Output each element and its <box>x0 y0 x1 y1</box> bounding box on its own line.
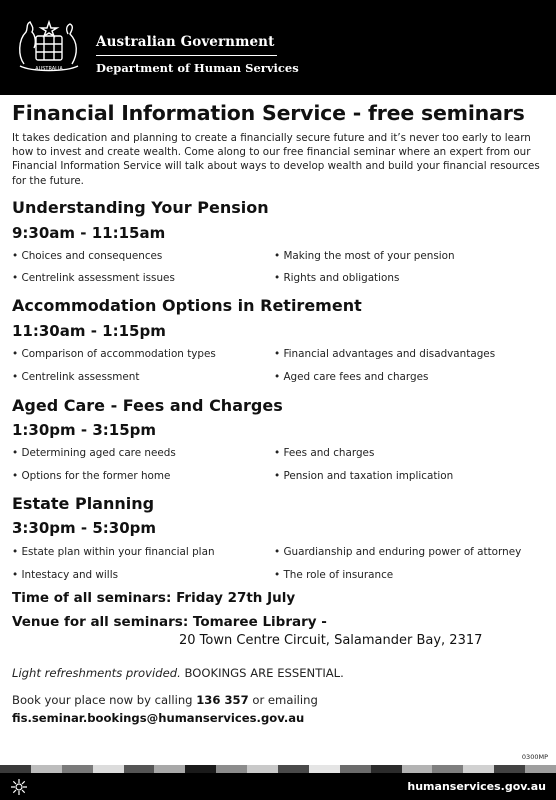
bullet-item: • Pension and taxation implication <box>274 470 454 482</box>
section-title-accommodation: Accommodation Options in Retirement <box>12 296 362 315</box>
strip-segment <box>525 765 556 773</box>
bullet-item: • Intestacy and wills <box>12 569 118 581</box>
bullet-item: • Centrelink assessment <box>12 371 140 383</box>
strip-segment <box>185 765 216 773</box>
strip-segment <box>247 765 278 773</box>
strip-segment <box>124 765 155 773</box>
coat-of-arms-icon <box>12 18 86 76</box>
section-title-estate: Estate Planning <box>12 494 155 513</box>
intro-paragraph: It takes dedication and planning to create a financially secure future and it’s never too early to learn how to invest and create wealth. Come along to our free financial seminar where an expert from our Financial Information Service will talk about ways to develop wealth and build your financial resources for the future. <box>12 132 540 187</box>
bullet-item: • Options for the former home <box>12 470 171 482</box>
header-divider <box>96 55 277 56</box>
section-time-accommodation: 11:30am - 1:15pm <box>12 322 166 340</box>
footer-bar <box>0 773 556 800</box>
booking-phone[interactable]: 136 357 <box>196 693 249 707</box>
strip-segment <box>402 765 433 773</box>
bullet-item: • Rights and obligations <box>274 272 400 284</box>
strip-segment <box>31 765 62 773</box>
decorative-strip <box>0 765 556 773</box>
strip-segment <box>62 765 93 773</box>
bullet-item: • Choices and consequences <box>12 250 163 262</box>
section-title-aged-care: Aged Care - Fees and Charges <box>12 396 283 415</box>
bookings-essential: BOOKINGS ARE ESSENTIAL. <box>184 666 344 680</box>
section-time-estate: 3:30pm - 5:30pm <box>12 519 157 537</box>
header-banner <box>0 0 556 95</box>
strip-segment <box>432 765 463 773</box>
website-link[interactable]: humanservices.gov.au <box>407 780 546 793</box>
svg-text:AUSTRALIA: AUSTRALIA <box>35 66 63 72</box>
bullet-item: • Financial advantages and disadvantages <box>274 348 496 360</box>
seminar-venue: Venue for all seminars: Tomaree Library - <box>12 614 327 630</box>
bullet-item: • Aged care fees and charges <box>274 371 429 383</box>
venue-address: 20 Town Centre Circuit, Salamander Bay, 2317 <box>179 633 483 648</box>
page-title: Financial Information Service - free seminars <box>12 101 525 125</box>
bullet-item: • Centrelink assessment issues <box>12 272 175 284</box>
strip-segment <box>0 765 31 773</box>
bullet-item: • Guardianship and enduring power of attorney <box>274 546 522 558</box>
publication-code: 0300MP <box>521 753 548 761</box>
refreshments-text: Light refreshments provided. <box>12 666 181 680</box>
strip-segment <box>463 765 494 773</box>
strip-segment <box>371 765 402 773</box>
seminar-time: Time of all seminars: Friday 27th July <box>12 590 296 606</box>
bullet-item: • Comparison of accommodation types <box>12 348 216 360</box>
booking-email[interactable]: fis.seminar.bookings@humanservices.gov.au <box>12 711 305 725</box>
government-name: Australian Government <box>96 34 275 50</box>
section-time-aged-care: 1:30pm - 3:15pm <box>12 421 157 439</box>
strip-segment <box>216 765 247 773</box>
booking-prefix: Book your place now by calling <box>12 693 193 707</box>
bullet-item: • Determining aged care needs <box>12 447 176 459</box>
section-time-pension: 9:30am - 11:15am <box>12 224 166 242</box>
strip-segment <box>93 765 124 773</box>
booking-suffix: or emailing <box>252 693 318 707</box>
strip-segment <box>278 765 309 773</box>
section-title-pension: Understanding Your Pension <box>12 198 269 217</box>
strip-segment <box>154 765 185 773</box>
strip-segment <box>340 765 371 773</box>
bullet-item: • Estate plan within your financial plan <box>12 546 215 558</box>
refreshments-note <box>12 666 344 680</box>
bullet-item: • Making the most of your pension <box>274 250 455 262</box>
bullet-item: • Fees and charges <box>274 447 375 459</box>
booking-line <box>12 693 318 707</box>
strip-segment <box>309 765 340 773</box>
strip-segment <box>494 765 525 773</box>
star-logo-icon <box>10 778 28 796</box>
bullet-item: • The role of insurance <box>274 569 394 581</box>
department-name: Department of Human Services <box>96 61 299 75</box>
